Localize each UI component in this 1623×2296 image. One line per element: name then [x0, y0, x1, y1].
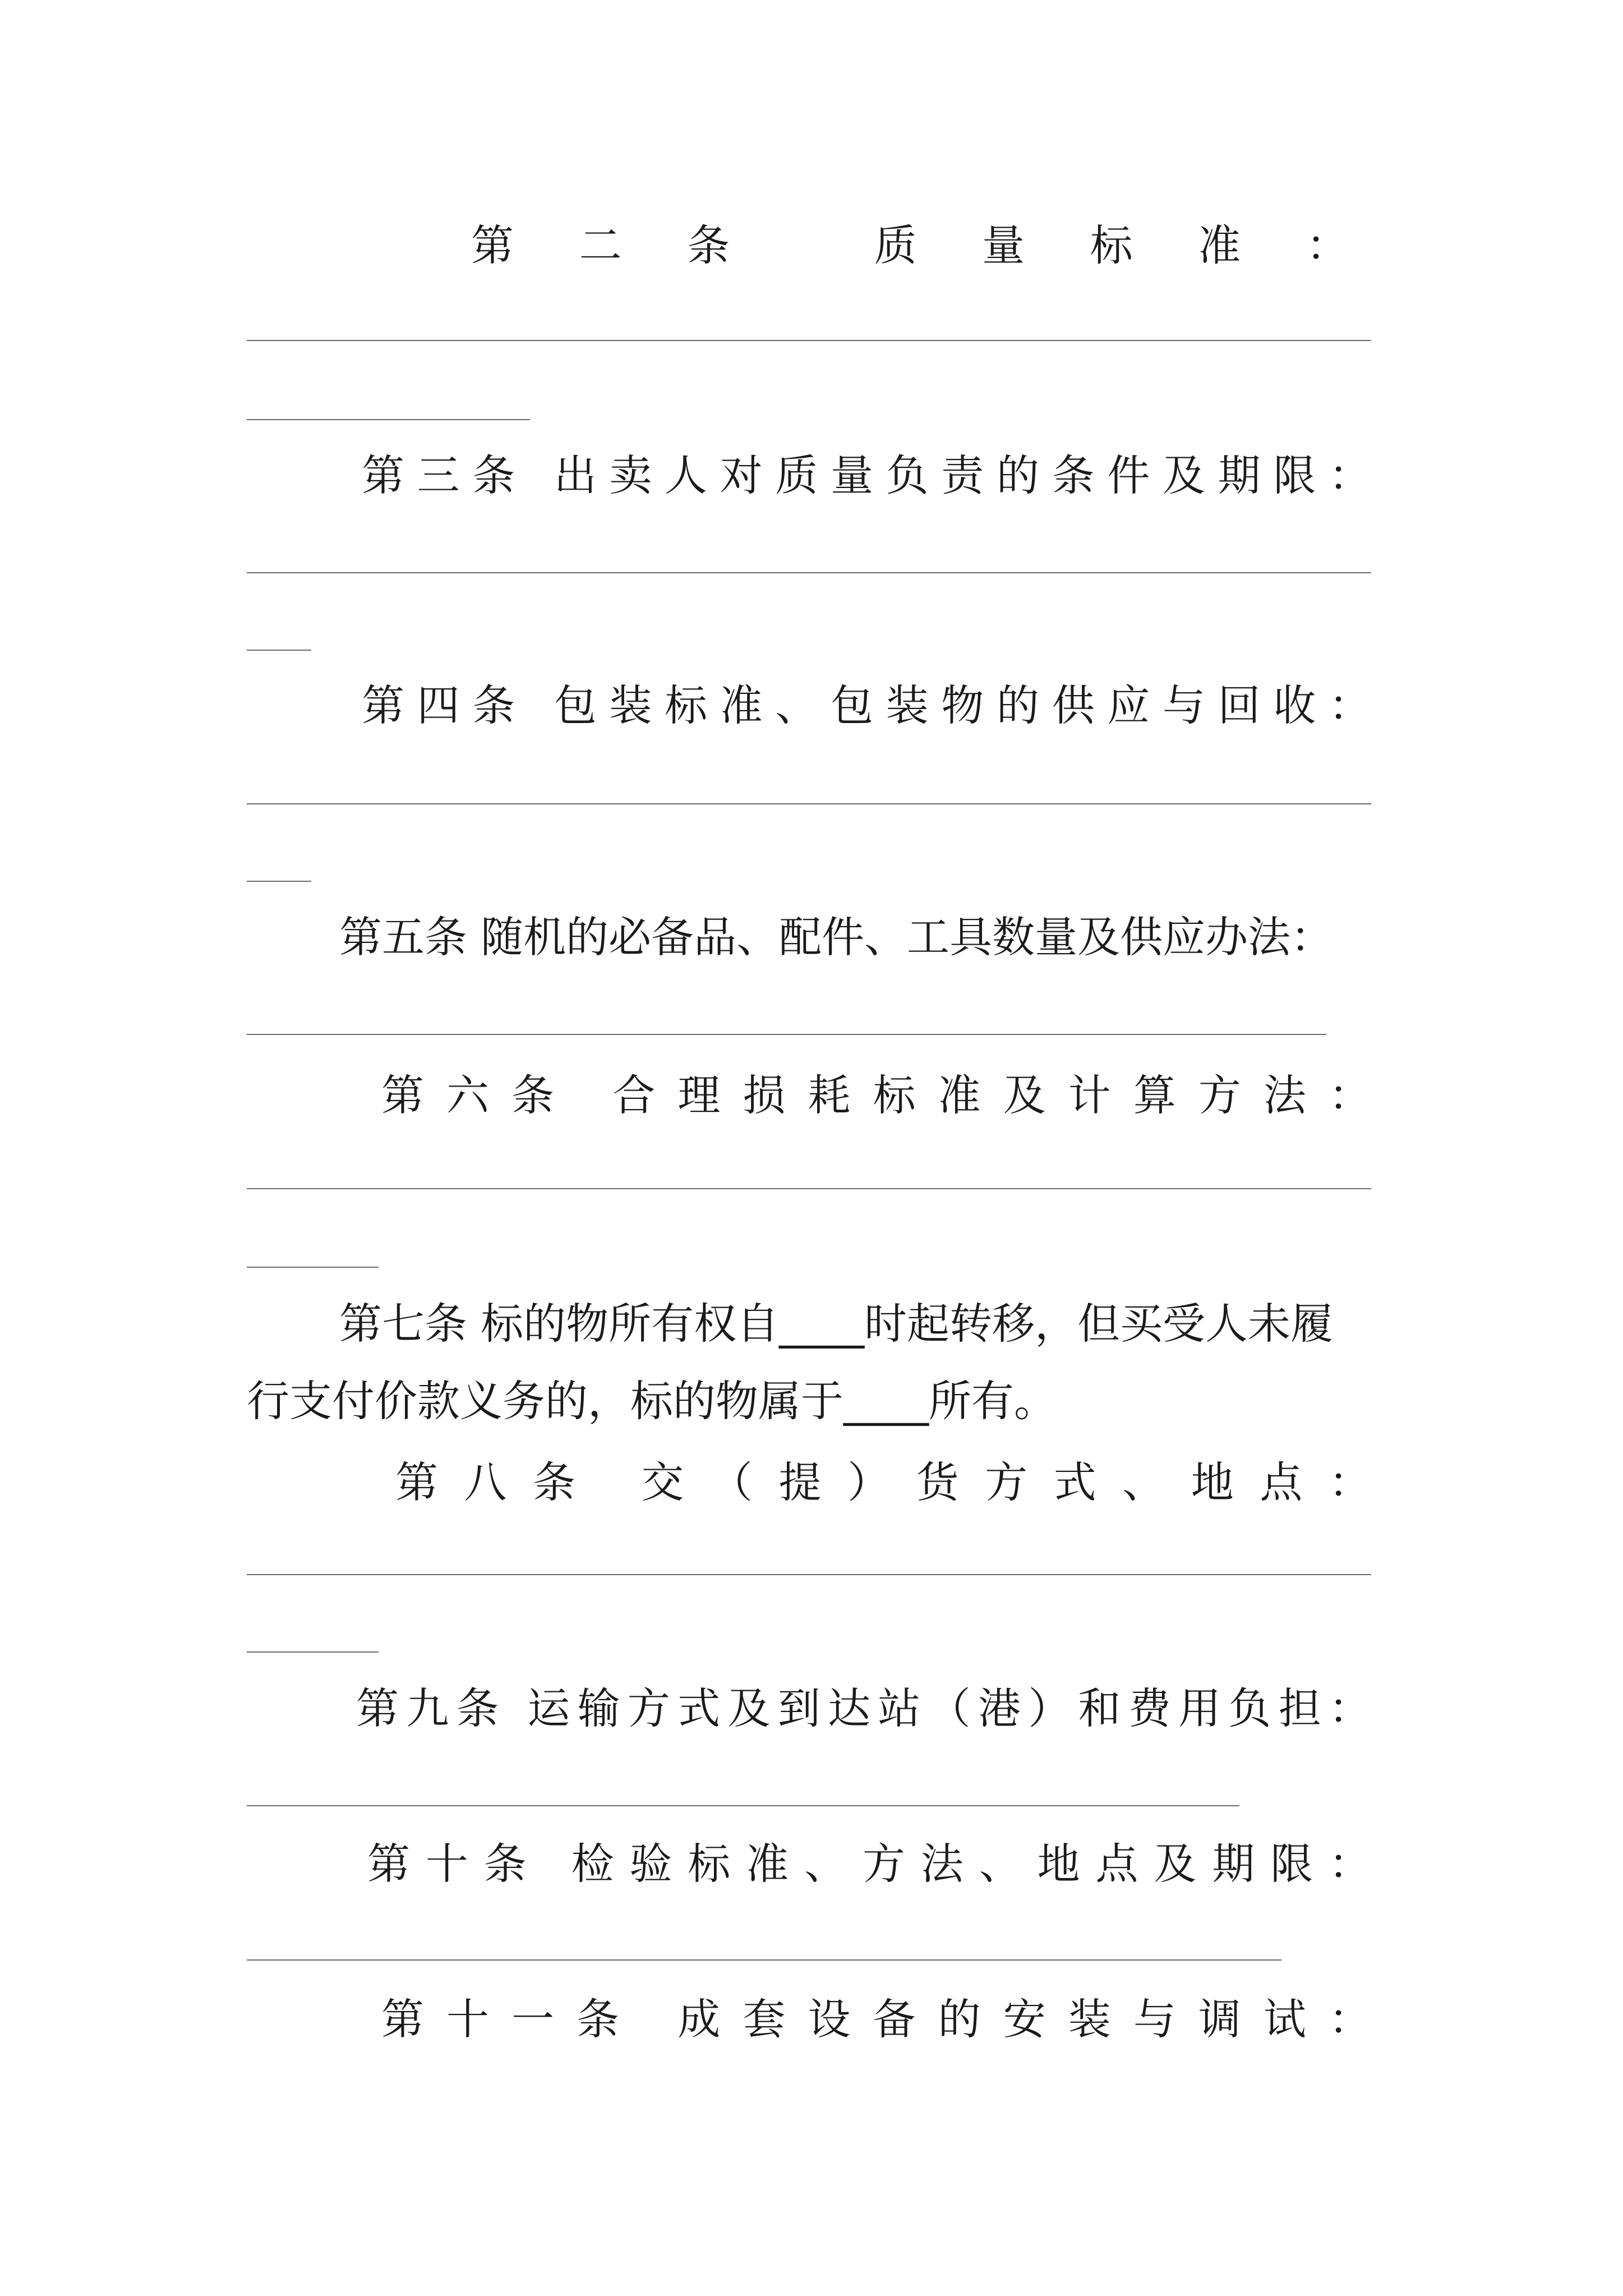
blank-line [247, 419, 530, 420]
clause-7-text-b: 时起转移，但买受人未履 [864, 1299, 1334, 1349]
blank-line [247, 340, 1371, 341]
blank-line [247, 1267, 379, 1268]
blank-line [247, 1574, 1371, 1575]
clause-7-line-1 [339, 1297, 1333, 1351]
blank-line [247, 1188, 1371, 1189]
blank-line [247, 1959, 1281, 1961]
clause-7-text-c: 行支付价款义务的，标的物属于 [247, 1376, 843, 1426]
blank-line [247, 881, 311, 882]
fill-in-blank-owner: ____ [843, 1376, 929, 1426]
clause-9-heading: 第九条 运输方式及到达站（港）和费用负担： [356, 1683, 1371, 1733]
clause-3-heading: 第三条 出卖人对质量负责的条件及期限： [362, 450, 1371, 500]
clause-7-text-d: 所有。 [929, 1376, 1057, 1426]
blank-line [247, 572, 1371, 573]
clause-7-text-a: 第七条 标的物所有权自 [339, 1299, 780, 1349]
clause-10-heading: 第十条 检验标准、方法、地点及期限： [367, 1839, 1371, 1889]
clause-4-heading: 第四条 包装标准、包装物的供应与回收： [362, 680, 1371, 730]
blank-line [247, 1805, 1239, 1806]
fill-in-blank-ownership-time: ____ [779, 1299, 865, 1349]
clause-6-heading: 第六条 合理损耗标准及计算方法： [381, 1070, 1371, 1120]
clause-2-heading: 第二条 质量标准： [471, 220, 1371, 270]
clause-8-heading: 第八条 交（提）货方式、地点： [395, 1457, 1371, 1507]
clause-5-heading: 第五条 随机的必备品、配件、工具数量及供应办法： [339, 912, 1334, 962]
blank-line [247, 1651, 379, 1653]
blank-line [247, 650, 311, 651]
clause-11-heading: 第十一条 成套设备的安装与调试： [381, 1994, 1371, 2044]
blank-line [247, 1034, 1326, 1035]
clause-7-line-2 [247, 1374, 1057, 1428]
blank-line [247, 803, 1371, 804]
